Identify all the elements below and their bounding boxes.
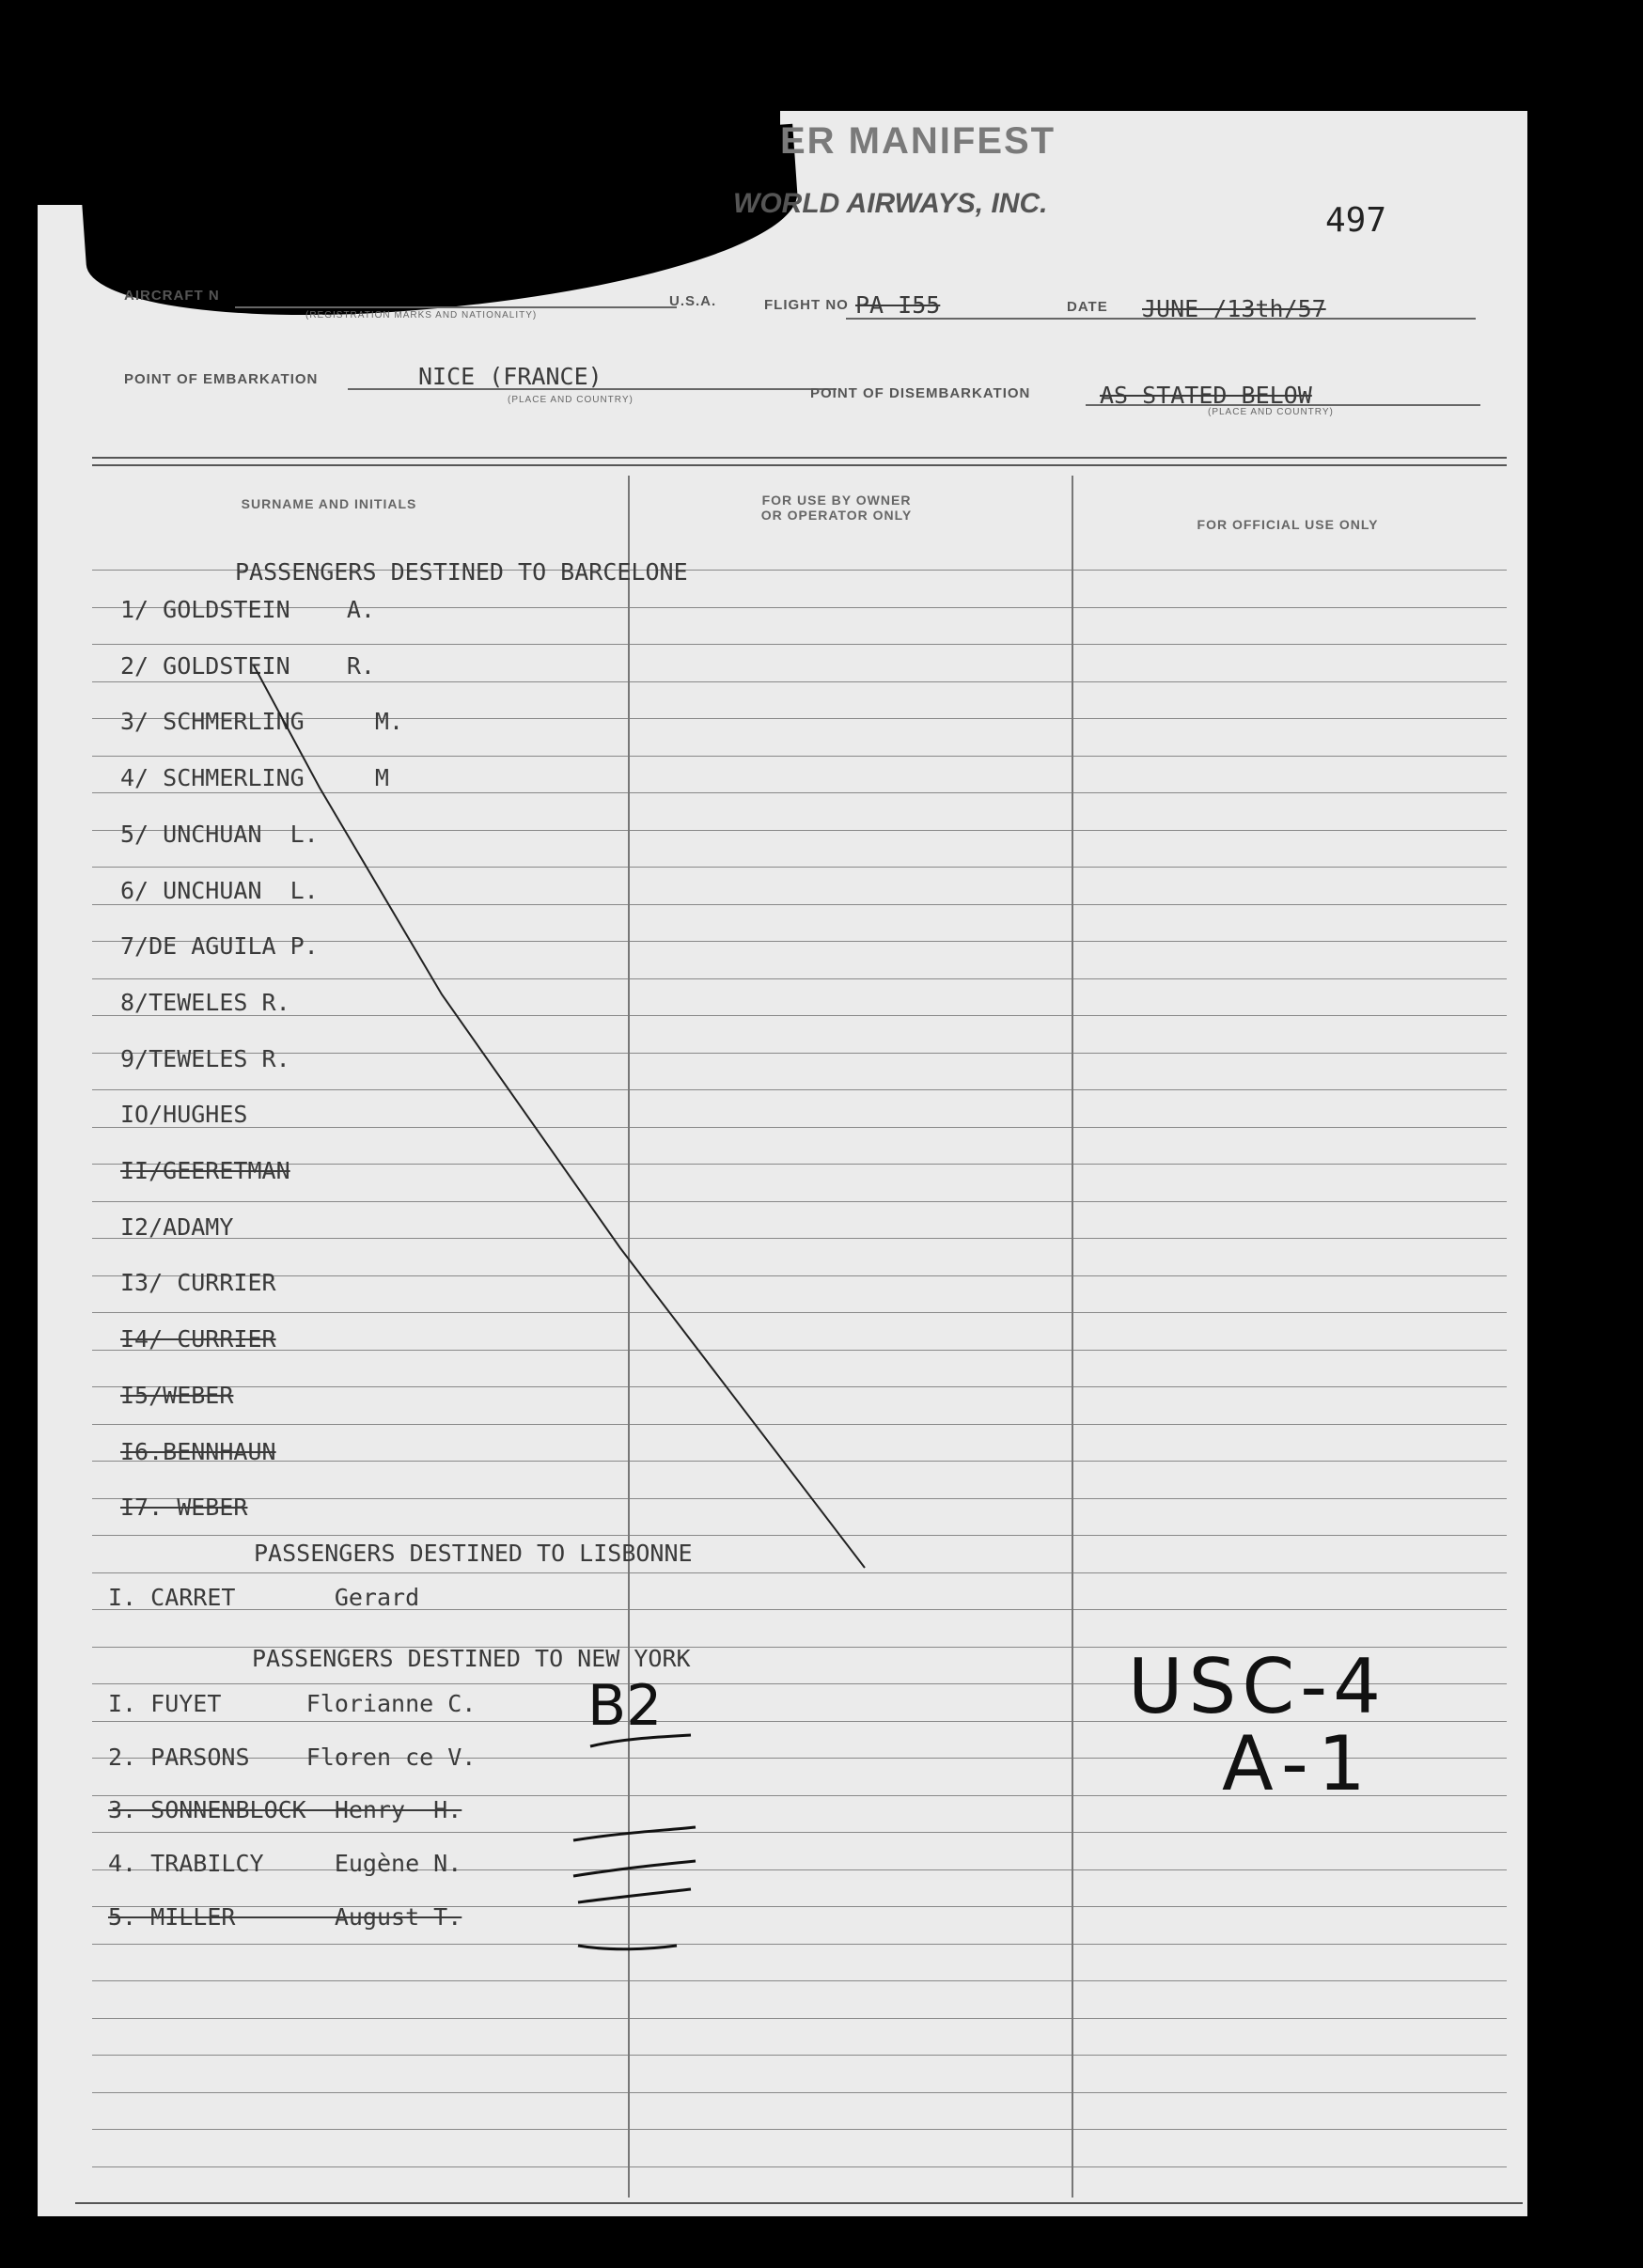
ruled-line bbox=[92, 1127, 1507, 1128]
manifest-page bbox=[38, 111, 1527, 2216]
disembarkation-value: AS STATED BELOW bbox=[1100, 382, 1312, 409]
ruled-line bbox=[92, 2166, 1507, 2167]
passenger-entry: I2/ADAMY bbox=[120, 1213, 234, 1241]
passenger-entry: I7. WEBER bbox=[120, 1494, 248, 1521]
aircraft-label: AIRCRAFT N bbox=[124, 288, 220, 304]
registration-caption: (REGISTRATION MARKS AND NATIONALITY) bbox=[305, 310, 538, 321]
section-heading-barcelone: PASSENGERS DESTINED TO BARCELONE bbox=[235, 558, 688, 586]
ruled-line bbox=[92, 644, 1507, 645]
ruled-line bbox=[92, 792, 1507, 793]
ruled-line bbox=[92, 1572, 1507, 1573]
ruled-line bbox=[92, 2055, 1507, 2056]
aircraft-rule bbox=[235, 306, 677, 308]
ruled-line bbox=[92, 1535, 1507, 1536]
passenger-entry: 3. SONNENBLOCK Henry H. bbox=[108, 1796, 462, 1823]
embarkation-label: POINT OF EMBARKATION bbox=[124, 371, 319, 387]
dash-mark-3b bbox=[578, 1889, 691, 1902]
ruled-line bbox=[92, 1461, 1507, 1462]
ruled-line bbox=[92, 1424, 1507, 1425]
ruled-line bbox=[92, 1350, 1507, 1351]
place-caption-2: (PLACE AND COUNTRY) bbox=[1208, 407, 1334, 417]
ruled-line bbox=[92, 2018, 1507, 2019]
ruled-line bbox=[92, 1089, 1507, 1090]
handwritten-visa-b2: B2 bbox=[587, 1673, 663, 1739]
ruled-line bbox=[92, 1238, 1507, 1239]
ruled-line bbox=[92, 978, 1507, 979]
passenger-entry: IO/HUGHES bbox=[120, 1101, 248, 1128]
ruled-line bbox=[92, 1053, 1507, 1054]
dash-mark-2 bbox=[573, 1827, 696, 1840]
table-top-rule-1 bbox=[92, 457, 1507, 459]
passenger-entry: I. CARRET Gerard bbox=[108, 1584, 420, 1611]
passenger-entry: 5. MILLER August T. bbox=[108, 1903, 462, 1931]
col-divider-left bbox=[628, 476, 630, 2198]
col-owner-2: OR OPERATOR ONLY bbox=[760, 508, 913, 523]
flight-date-rule bbox=[846, 318, 1476, 320]
embarkation-rule bbox=[348, 388, 837, 390]
ruled-line bbox=[92, 1832, 1507, 1833]
handwritten-usc-4: USC-4 bbox=[1128, 1643, 1386, 1730]
passenger-entry: I6.BENNHAUN bbox=[120, 1438, 276, 1465]
passenger-entry: 5/ UNCHUAN L. bbox=[120, 821, 319, 848]
embarkation-value: NICE (FRANCE) bbox=[418, 363, 602, 390]
date-value: JUNE /13th/57 bbox=[1142, 295, 1326, 322]
passenger-entry: I5/WEBER bbox=[120, 1382, 234, 1409]
usa-label: U.S.A. bbox=[669, 293, 717, 309]
passenger-entry: I4/ CURRIER bbox=[120, 1325, 276, 1353]
ruled-line bbox=[92, 1498, 1507, 1499]
passenger-entry: 8/TEWELES R. bbox=[120, 989, 290, 1016]
passenger-entry: 6/ UNCHUAN L. bbox=[120, 877, 319, 904]
flight-label: FLIGHT NO bbox=[764, 297, 849, 313]
passenger-entry: 1/ GOLDSTEIN A. bbox=[120, 596, 375, 623]
cross-out-stroke bbox=[254, 665, 865, 1568]
ruled-line bbox=[92, 756, 1507, 757]
section-heading-new-york: PASSENGERS DESTINED TO NEW YORK bbox=[252, 1645, 691, 1672]
dash-mark-3a bbox=[573, 1861, 696, 1876]
col-surname: SURNAME AND INITIALS bbox=[241, 496, 417, 511]
airline-name: WORLD AIRWAYS, INC. bbox=[733, 188, 1048, 219]
ruled-line bbox=[92, 904, 1507, 905]
ruled-line bbox=[92, 1312, 1507, 1313]
col-owner-1: FOR USE BY OWNER bbox=[761, 493, 912, 508]
passenger-entry: 4. TRABILCY Eugène N. bbox=[108, 1850, 462, 1877]
ruled-line bbox=[92, 1386, 1507, 1387]
place-caption: (PLACE AND COUNTRY) bbox=[508, 395, 634, 405]
ruled-line bbox=[92, 1201, 1507, 1202]
ruled-line bbox=[92, 1980, 1507, 1981]
flight-value: PA I55 bbox=[855, 291, 941, 319]
passenger-entry: 9/TEWELES R. bbox=[120, 1045, 290, 1072]
handwritten-a-1: A-1 bbox=[1222, 1720, 1375, 1807]
passenger-entry: 3/ SCHMERLING M. bbox=[120, 708, 404, 735]
passenger-entry: 2. PARSONS Floren ce V. bbox=[108, 1744, 477, 1771]
date-label: DATE bbox=[1067, 299, 1108, 315]
col-divider-right bbox=[1072, 476, 1073, 2198]
ruled-line bbox=[92, 867, 1507, 868]
passenger-entry: II/GEERETMAN bbox=[120, 1157, 290, 1184]
ruled-line bbox=[92, 1944, 1507, 1945]
passenger-entry: I. FUYET Florianne C. bbox=[108, 1690, 477, 1717]
manifest-title: ER MANIFEST bbox=[780, 120, 1056, 162]
passenger-entry: I3/ CURRIER bbox=[120, 1269, 276, 1296]
col-official: FOR OFFICIAL USE ONLY bbox=[1197, 517, 1379, 532]
passenger-entry: 2/ GOLDSTEIN R. bbox=[120, 652, 375, 680]
ruled-line bbox=[92, 2092, 1507, 2093]
disembarkation-rule bbox=[1086, 404, 1480, 406]
ruled-line bbox=[92, 1015, 1507, 1016]
table-bottom-rule bbox=[75, 2202, 1523, 2204]
passenger-entry: 4/ SCHMERLING M bbox=[120, 764, 389, 791]
ruled-line bbox=[92, 681, 1507, 682]
ruled-line bbox=[92, 1164, 1507, 1165]
ruled-line bbox=[92, 2129, 1507, 2130]
ruled-line bbox=[92, 1275, 1507, 1276]
disembarkation-label: POINT OF DISEMBARKATION bbox=[810, 385, 1031, 401]
page-number: 497 bbox=[1325, 201, 1387, 240]
table-top-rule-2 bbox=[92, 464, 1507, 466]
passenger-entry: 7/DE AGUILA P. bbox=[120, 932, 319, 960]
section-heading-lisbonne: PASSENGERS DESTINED TO LISBONNE bbox=[254, 1540, 693, 1567]
